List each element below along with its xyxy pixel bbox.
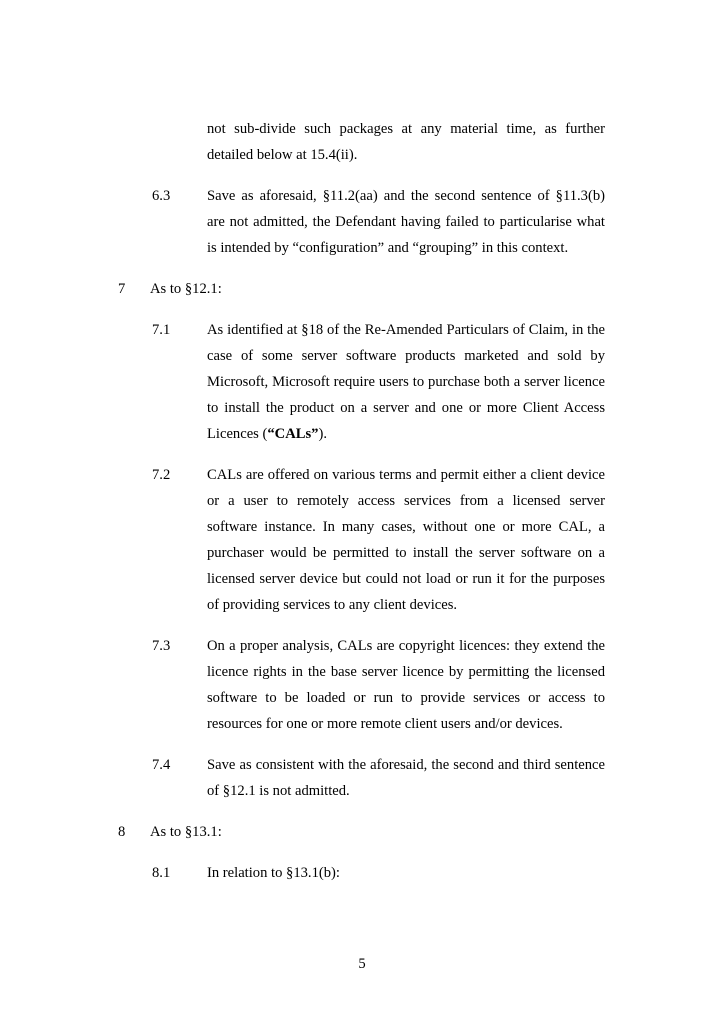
defined-term-cals: “CALs” [267, 426, 319, 442]
paragraph-text: As to §13.1: [150, 824, 222, 840]
paragraph-number: 8 [118, 824, 126, 840]
paragraph-6-3 [0, 183, 724, 261]
paragraph-7 [0, 276, 724, 302]
paragraph-number: 7 [118, 281, 126, 297]
paragraph-7-2 [0, 462, 724, 618]
paragraph-text-segment: ). [318, 426, 327, 442]
paragraph-text: Save as aforesaid, §11.2(aa) and the second sentence of §11.3(b) are not admitted, the Defendant having failed to particularise what is intended by “configuration” and “grouping” in this context. [207, 188, 605, 256]
paragraph-text: Save as consistent with the aforesaid, the second and third sentence of §12.1 is not admitted. [207, 757, 605, 799]
paragraph-7-4 [0, 752, 724, 804]
paragraph-number: 6.3 [152, 188, 171, 204]
paragraph-number: 7.1 [152, 322, 171, 338]
paragraph-7-3 [0, 633, 724, 737]
paragraph-text [207, 317, 605, 447]
paragraph-text: CALs are offered on various terms and permit either a client device or a user to remotely access services from a licensed server software instance. In many cases, without one or more CAL, a purchaser would be permitted to install the server software on a licensed server device but could not load or run it for the purposes of providing services to any client devices. [207, 467, 605, 613]
paragraph-number: 8.1 [152, 865, 171, 881]
paragraph-number: 7.3 [152, 638, 171, 654]
document-content [0, 116, 724, 901]
paragraph-8-1 [0, 860, 724, 886]
paragraph-text-segment: As identified at §18 of the Re-Amended Particulars of Claim, in the case of some server software products marketed and sold by Microsoft, Microsoft require users to purchase both a server licence to install the product on a server and one or more Client Access Licences ( [207, 322, 605, 442]
paragraph-text: As to §12.1: [150, 281, 222, 297]
paragraph-number: 7.2 [152, 467, 171, 483]
paragraph-text: In relation to §13.1(b): [207, 865, 340, 881]
paragraph-text: not sub-divide such packages at any material time, as further detailed below at 15.4(ii). [207, 121, 605, 163]
paragraph-text: On a proper analysis, CALs are copyright licences: they extend the licence rights in the base server licence by permitting the licensed software to be loaded or run to provide services or access to resources for one or more remote client users and/or devices. [207, 638, 605, 732]
paragraph-number: 7.4 [152, 757, 171, 773]
paragraph-7-1 [0, 317, 724, 447]
paragraph-6-2-continuation [0, 116, 724, 168]
paragraph-8 [0, 819, 724, 845]
page-number: 5 [358, 956, 366, 972]
